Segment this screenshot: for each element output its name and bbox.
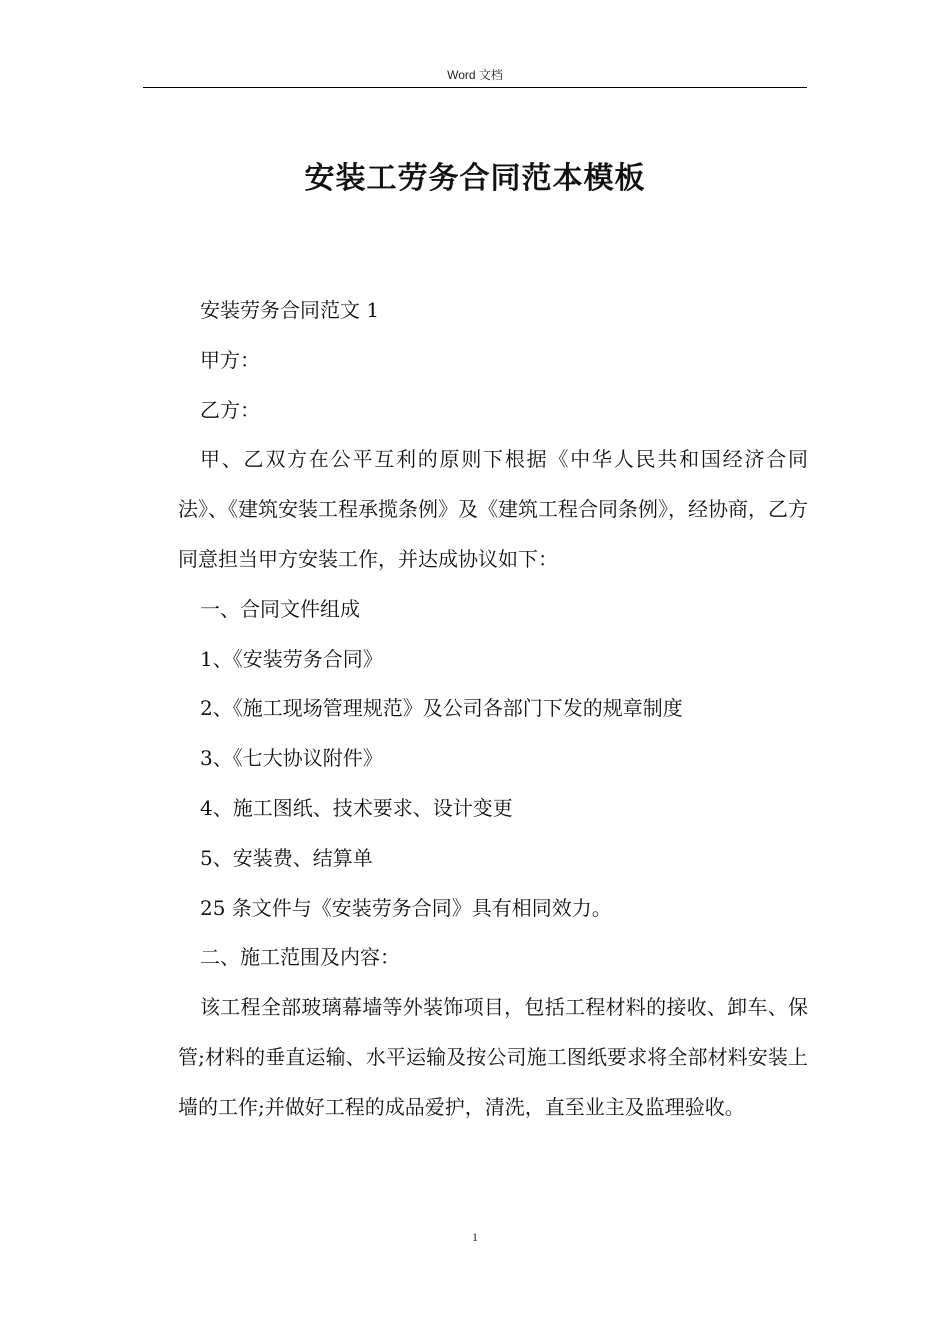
page-number: 1 (472, 1230, 478, 1244)
list-item: 5、安装费、结算单 (200, 845, 373, 870)
clause-heading-documents: 一、合同文件组成 (200, 596, 360, 621)
list-item: 2、《施工现场管理规范》及公司各部门下发的规章制度 (200, 696, 683, 721)
validity-paragraph: 25 条文件与《安装劳务合同》具有相同效力。 (200, 895, 612, 920)
list-item: 4、施工图纸、技术要求、设计变更 (200, 795, 513, 820)
document-body (178, 286, 808, 1133)
page-header: Word 文档 (447, 68, 503, 82)
preamble-paragraph: 甲、乙双方在公平互利的原则下根据《中华人民共和国经济合同法》、《建筑安装工程承揽条例》及《建筑工程合同条例》，经协商，乙方同意担当甲方安装工作，并达成协议如下： (178, 447, 808, 571)
document-title: 安装工劳务合同范本模板 (304, 161, 646, 196)
list-item: 1、《安装劳务合同》 (200, 646, 383, 671)
section-heading: 安装劳务合同范文 1 (200, 298, 380, 322)
party-b-line: 乙方： (200, 397, 260, 422)
list-item: 3、《七大协议附件》 (200, 746, 383, 771)
clause-heading-scope: 二、施工范围及内容： (200, 945, 400, 970)
party-a-line: 甲方： (200, 347, 260, 372)
scope-paragraph: 该工程全部玻璃幕墙等外装饰项目，包括工程材料的接收、卸车、保管;材料的垂直运输、水平运输及按公司施工图纸要求将全部材料安装上墙的工作;并做好工程的成品爱护，清洗，直至业主及监理验收。 (178, 995, 808, 1119)
header-divider (143, 87, 807, 88)
